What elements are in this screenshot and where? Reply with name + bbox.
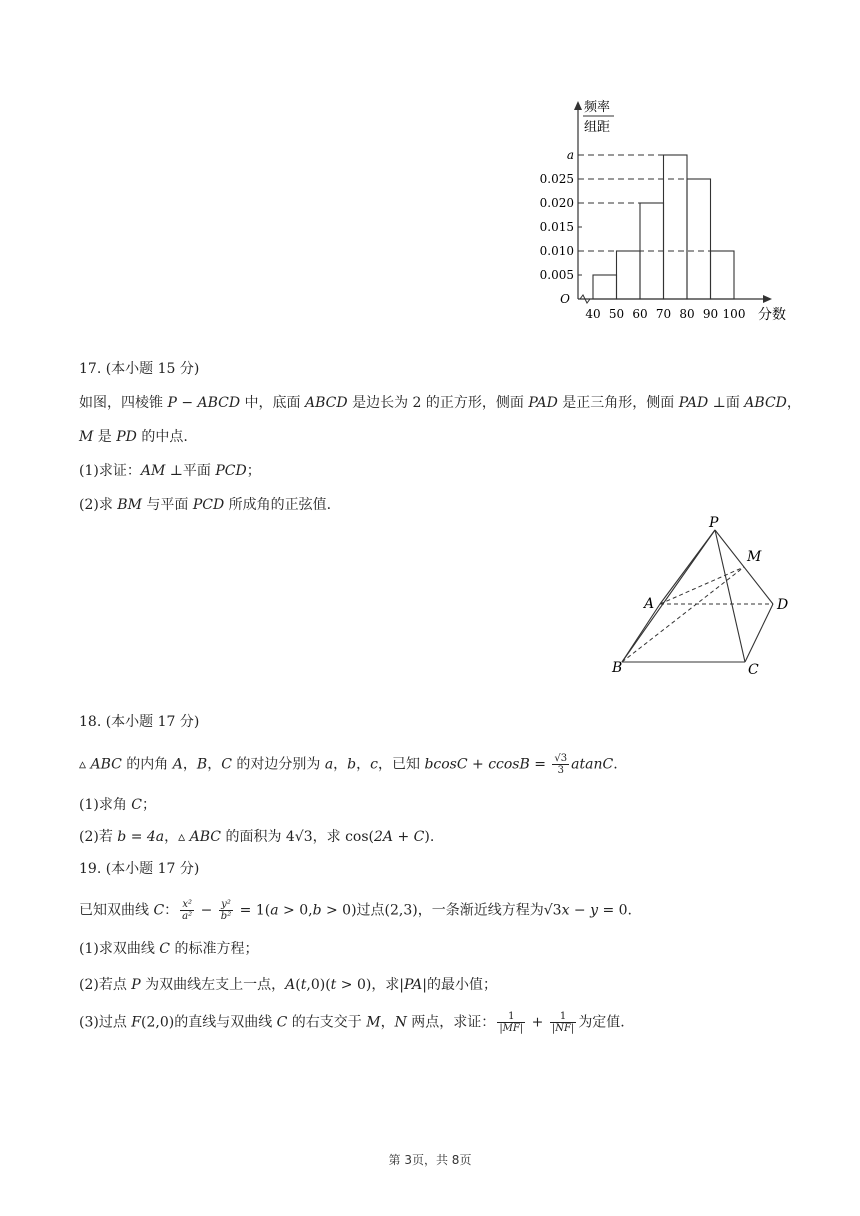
vertex-label-m: M	[747, 549, 762, 565]
origin-label: O	[560, 292, 570, 306]
y-tick-label: 0.020	[539, 196, 574, 210]
x-axis-label: 分数	[758, 307, 786, 323]
y-tick-label: 0.025	[539, 172, 574, 186]
fraction-1-over-nf: $\frac{1}{|NF|}$	[551, 1011, 575, 1034]
q18-part1: (1)求角 C；	[79, 797, 156, 813]
vertex-label-p: P	[709, 515, 719, 531]
q19-stem: 已知双曲线 C： $\frac{\text{x²}}{\text{a²}}$ − $\frac{\text{y²}}{\text{b²}}$ = 1(a > 0,b > 0)过点(2,3)，一条渐近线方程为√3x − y = 0.	[79, 899, 633, 922]
histogram-bar	[664, 155, 688, 299]
q17-stem-line1: 如图，四棱锥 P − ABCD 中，底面 ABCD 是边长为 2 的正方形，侧面 PAD 是正三角形，侧面 PAD ⊥面 ABCD，	[79, 395, 801, 411]
y-tick-label: 0.010	[539, 244, 574, 258]
y-axis-arrow	[574, 101, 582, 110]
q19-header: 19. (本小题 17 分)	[79, 861, 200, 877]
pyramid-figure	[600, 512, 800, 682]
y-tick-label: a	[566, 148, 574, 162]
y-tick-label: 0.005	[539, 268, 574, 282]
x-tick-label: 40	[585, 307, 601, 321]
y-axis-label-numerator: 频率	[584, 100, 611, 115]
q19-part1: (1)求双曲线 C 的标准方程；	[79, 941, 259, 957]
vertex-label-b: B	[612, 660, 623, 676]
fraction-sqrt3-over-3: $\frac{√3}{3}$	[554, 753, 568, 776]
y-axis-label-denominator: 组距	[584, 120, 611, 135]
x-tick-label: 70	[655, 307, 672, 321]
page-footer: 第 3页，共 8页	[388, 1153, 472, 1167]
q19-part2: (2)若点 P 为双曲线左支上一点，A(t,0)(t > 0)，求|PA|的最小值；	[79, 977, 497, 993]
q18-header: 18. (本小题 17 分)	[79, 714, 200, 730]
histogram-bar	[711, 251, 735, 299]
q17-part1: (1)求证：AM ⊥平面 PCD；	[79, 463, 261, 479]
q17-part2: (2)求 BM 与平面 PCD 所成角的正弦值.	[79, 497, 332, 513]
q17-header: 17. (本小题 15 分)	[79, 361, 200, 377]
q18-part2: (2)若 b = 4a，▵ ABC 的面积为 4√3，求 cos(2A + C).	[79, 829, 435, 845]
histogram-bar	[593, 275, 617, 299]
y-tick-label: 0.015	[539, 220, 574, 234]
histogram-bar	[687, 179, 711, 299]
fraction-x2-over-a2: $\frac{\text{x²}}{\text{a²}}$	[182, 899, 193, 922]
fraction-y2-over-b2: $\frac{\text{y²}}{\text{b²}}$	[220, 899, 232, 922]
vertex-label-c: C	[748, 662, 759, 678]
vertex-label-a: A	[644, 596, 655, 612]
x-tick-label: 90	[702, 307, 719, 321]
frequency-histogram	[520, 94, 800, 330]
histogram-bar	[617, 251, 641, 299]
q19-part3: (3)过点 F(2,0)的直线与双曲线 C 的右支交于 M，N 两点，求证： $\frac{1}{|MF|}$ + $\frac{1}{|NF|}$ 为定值.	[79, 1011, 625, 1034]
x-tick-label: 50	[608, 307, 625, 321]
vertex-label-d: D	[777, 597, 789, 613]
q18-stem: ▵ ABC 的内角 A，B，C 的对边分别为 a，b，c，已知 bcosC + ccosB = $\frac{√3}{3}$ atanC.	[79, 753, 618, 776]
fraction-1-over-mf: $\frac{1}{|MF|}$	[499, 1011, 524, 1034]
x-axis-arrow	[763, 295, 772, 303]
q17-stem-line2: M 是 PD 的中点.	[79, 429, 188, 445]
x-tick-label: 60	[632, 307, 648, 321]
x-tick-label: 100	[722, 307, 746, 321]
x-tick-label: 80	[679, 307, 695, 321]
